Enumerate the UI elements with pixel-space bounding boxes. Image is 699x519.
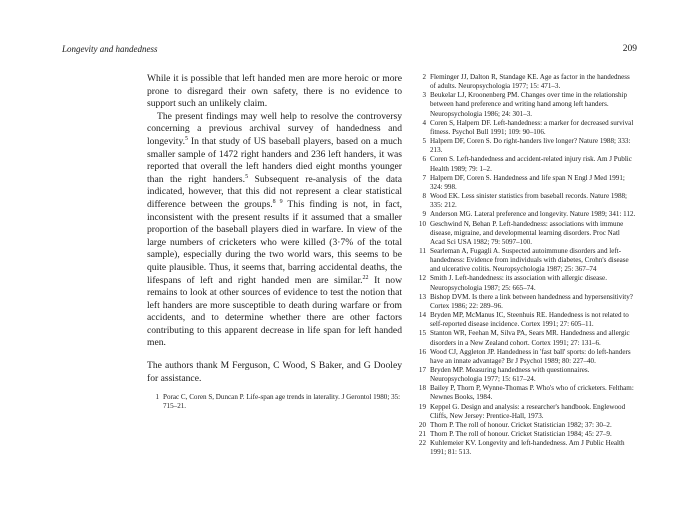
reference-item bbox=[414, 329, 636, 347]
reference-number: 17 bbox=[418, 366, 426, 374]
reference-text: Halpern DF, Coren S. Handedness and life span N Engl J Med 1991; 324: 998. bbox=[430, 173, 625, 191]
paragraph-text: While it is possible that left handed men are more heroic or more prone to disregard their own safety, there is no evidence to support such an unlikely claim. bbox=[147, 73, 402, 110]
reference-text: Stanton WR, Feehan M, Silva PA, Sears MR. Handedness and allergic disorders in a New Zealand cohort. Cortex 1991; 27: 131–6. bbox=[430, 329, 630, 347]
body-text bbox=[147, 73, 402, 385]
reference-number: 9 bbox=[422, 210, 426, 219]
reference-number: 2 bbox=[422, 73, 426, 81]
reference-item bbox=[414, 311, 636, 329]
left-column bbox=[147, 73, 402, 412]
paragraph-text: It now remains to look at other sources of evidence to test the notion that left handers are more susceptible to death during warfare or from accidents, and to determine whether there are other factors contributing to this apparent decrease in life span for left handed men. bbox=[147, 274, 402, 349]
reference-text: Bailey P, Thorn P, Wynne-Thomas P. Who's who of cricketers. Feltham: Newnes Books, 1984. bbox=[430, 384, 634, 402]
right-column bbox=[414, 73, 636, 458]
reference-text: Beukelar LJ, Kroonenberg PM. Changes over time in the relationship between hand preference and writing hand among left handers. Neuropsychologia 1986; 24: 301–3. bbox=[430, 91, 628, 118]
acknowledgement: The authors thank M Ferguson, C Wood, S Baker, and G Dooley for assistance. bbox=[147, 360, 402, 384]
paragraph-text: This finding is not, in fact, inconsistent with the present results if it assumed that a smaller proportion of the baseball players died in warfare. In view of the large numbers of cricketers who were killed (3·7% of the total sample), especially during the two world wars, this seems to be quite plausible. Thus, it seems that, barring accidental deaths, the lifespans of left and right handed men are similar. bbox=[147, 198, 403, 286]
reference-text: Anderson MG. Lateral preference and longevity. Nature 1989; 341: 112. bbox=[430, 210, 636, 219]
reference-number: 4 bbox=[422, 118, 426, 127]
reference-number: 7 bbox=[422, 173, 426, 182]
reference-list-right bbox=[414, 73, 636, 458]
reference-item bbox=[414, 384, 636, 402]
paragraph-text: The present findings may well help to resolve the controversy concerning a previous archival survey of handedness and longevity. bbox=[147, 110, 402, 147]
reference-number: 1 bbox=[155, 393, 159, 402]
reference-number: 12 bbox=[418, 274, 426, 283]
reference-text: Keppel G. Design and analysis: a researcher's handbook. Englewood Cliffs, New Jersey: Prentice-Hall, 1973. bbox=[430, 402, 626, 420]
reference-item bbox=[414, 366, 636, 384]
reference-item bbox=[414, 348, 636, 366]
reference-number: 10 bbox=[418, 219, 426, 228]
reference-number: 5 bbox=[422, 137, 426, 146]
citation-superscript: 5 bbox=[185, 135, 189, 142]
citation-superscript: 8 9 bbox=[272, 198, 283, 205]
paragraph-2 bbox=[147, 111, 402, 350]
reference-number: 6 bbox=[422, 155, 426, 164]
reference-text: Thorn P. The roll of honour. Cricket Statistician 1984; 45: 27–9. bbox=[430, 430, 612, 439]
reference-number: 11 bbox=[419, 246, 426, 255]
reference-number: 3 bbox=[422, 91, 426, 100]
reference-text: Coren S. Left-handedness and accident-related injury risk. Am J Public Health 1989; 79: 1–2. bbox=[430, 155, 632, 173]
reference-text: Thorn P. The roll of honour. Cricket Statistician 1982; 37: 30–2. bbox=[430, 420, 612, 429]
reference-item bbox=[414, 293, 636, 311]
reference-number: 13 bbox=[418, 292, 426, 301]
reference-text: Searleman A, Fugagli A. Suspected autoimmune disorders and left-handedness: Evidence from individuals with diabetes, Crohn's disease and ulcerative colitis. Neuropsychologia 1987; 25: 367–74 bbox=[430, 246, 629, 274]
reference-item bbox=[414, 119, 636, 137]
reference-number: 21 bbox=[418, 430, 426, 439]
reference-text: Wood CJ, Aggleton JP. Handedness in 'fast ball' sports: do left-handers have an innate advantage? Br J Psychol 1989; 80: 227–40. bbox=[430, 347, 631, 365]
reference-item bbox=[414, 174, 636, 192]
paragraph-text: In that study of US baseball players, based on a much smaller sample of 1472 right handers and 236 left handers, it was reported that overall the left handers died eight months younger than the right handers. bbox=[147, 135, 402, 185]
reference-text: Geschwind N, Behan P. Left-handedness: associations with immune disease, migraine, and developmental learning disorders. Proc Natl Acad Sci USA 1982; 79: 5097–100. bbox=[430, 219, 624, 246]
reference-item bbox=[414, 192, 636, 210]
reference-item bbox=[414, 73, 636, 91]
reference-number: 22 bbox=[418, 439, 426, 448]
reference-text: Bryden MP. Measuring handedness with questionnaires. Neuropsychologia 1977; 15: 617–24. bbox=[430, 366, 590, 384]
reference-item bbox=[414, 274, 636, 292]
reference-text: Kuhlemeier KV. Longevity and left-handedness. Am J Public Health 1991; 81: 513. bbox=[430, 439, 625, 457]
reference-item bbox=[414, 137, 636, 155]
running-title: Longevity and handedness bbox=[62, 44, 158, 54]
reference-item bbox=[414, 91, 636, 118]
reference-text: Porac C, Coren S, Duncan P. Life-span age trends in laterality. J Gerontol 1980; 35: 715–21. bbox=[163, 393, 401, 411]
reference-number: 16 bbox=[418, 347, 426, 356]
reference-list-left bbox=[147, 393, 402, 411]
reference-text: Coren S, Halpern DF. Left-handedness: a marker for decreased survival fitness. Psychol Bull 1991; 109: 90–106. bbox=[430, 118, 634, 136]
page-header bbox=[62, 44, 637, 58]
paragraph-text: Subsequent re-analysis of the data indicated, however, that this did not represent a clear statistical difference between the groups. bbox=[147, 173, 402, 210]
reference-number: 8 bbox=[422, 192, 426, 201]
reference-item bbox=[414, 403, 636, 421]
reference-item bbox=[414, 155, 636, 173]
reference-text: Bryden MP, McManus IC, Steenhuis RE. Handedness is not related to self-reported disease incidence. Cortex 1991; 27: 605–11. bbox=[430, 311, 629, 329]
reference-text: Wood EK. Less sinister statistics from baseball records. Nature 1988; 335: 212. bbox=[430, 192, 628, 210]
reference-item bbox=[414, 210, 636, 219]
reference-text: Bishop DVM. Is there a link between handedness and hypersensitivity? Cortex 1986; 22: 289–96. bbox=[430, 292, 633, 310]
reference-text: Fleminger JJ, Dalton R, Standage KE. Age as factor in the handedness of adults. Neuropsychologia 1977; 15: 471–3. bbox=[430, 73, 630, 91]
reference-number: 14 bbox=[418, 311, 426, 320]
reference-item bbox=[147, 393, 402, 411]
reference-number: 15 bbox=[418, 329, 426, 338]
reference-item bbox=[414, 439, 636, 457]
citation-superscript: 5 bbox=[245, 173, 249, 180]
reference-number: 20 bbox=[418, 420, 426, 429]
reference-item bbox=[414, 430, 636, 439]
reference-number: 19 bbox=[418, 402, 426, 411]
paragraph-1 bbox=[147, 73, 402, 111]
reference-item bbox=[414, 220, 636, 247]
citation-superscript: 22 bbox=[362, 274, 369, 281]
reference-text: Halpern DF, Coren S. Do right-handers live longer? Nature 1988; 333: 213. bbox=[430, 137, 631, 155]
page-number: 209 bbox=[622, 44, 637, 54]
reference-item bbox=[414, 421, 636, 430]
reference-text: Smith J. Left-handedness: its association with allergic disease. Neuropsychologia 1987; 25: 665–74. bbox=[430, 274, 607, 292]
reference-number: 18 bbox=[418, 384, 426, 393]
reference-item bbox=[414, 247, 636, 274]
